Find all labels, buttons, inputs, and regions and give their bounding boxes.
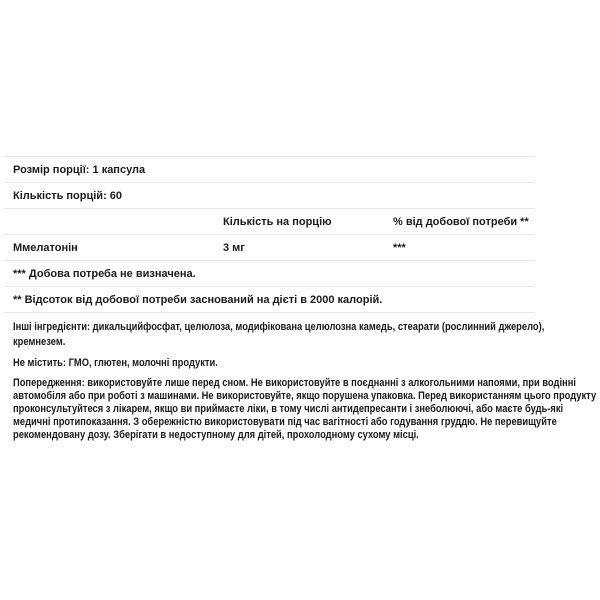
warnings-line-3: проконсультуйтеся з лікарем, якщо ви приймаєте ліки, в тому числі антидепресанти і знеболюючі, або маєте будь-які [13, 403, 564, 415]
does-not-contain-text: Не містить: ГМО, глютен, молочні продукти. [13, 357, 218, 369]
nutrient-row-melatonin [4, 235, 535, 261]
description-paragraphs [13, 320, 600, 442]
other-ingredients-line-2: кремнезем. [13, 336, 66, 348]
warnings-line-5: рекомендовану дозу. Зберігати в недоступному для дітей, прохолодному сухому місці. [13, 429, 419, 441]
nutrient-daily-value: *** [393, 241, 406, 254]
nutrient-amount: 3 мг [223, 241, 245, 254]
does-not-contain-paragraph [13, 356, 600, 371]
header-daily-value: % від добової потреби ** [393, 215, 529, 228]
warnings-line-1: Попередження: використовуйте лише перед сном. Не використовуйте в поєднанні з алкогольними напоями, при водінні [13, 377, 576, 389]
warnings-line-4: медичні протипоказання. З обережністю використовувати під час вагітності або годування груддю. Не перевищуйте [13, 416, 557, 428]
serving-size-text: Розмір порції: 1 капсула [13, 163, 146, 176]
footnote-row-daily-value-not-established [4, 261, 535, 287]
servings-count-text: Кількість порцій: 60 [13, 189, 123, 202]
warnings-paragraph [13, 377, 600, 442]
warnings-line-2: автомобіля або при роботі з машинами. Не використовуйте, якщо порушена упаковка. Перед використанням цього продукту [13, 390, 597, 402]
supplement-facts-panel [0, 156, 600, 442]
other-ingredients-paragraph [13, 320, 600, 350]
footnote-daily-value-not-established: *** Добова потреба не визначена. [13, 267, 196, 280]
nutrient-name: Ммелатонін [13, 241, 78, 254]
footnote-percent-daily-value: ** Відсоток від добової потреби заснований на дієті в 2000 калорій. [13, 293, 383, 306]
header-amount-per-serving: Кількість на порцію [223, 215, 332, 228]
footnote-row-percent-daily-value [4, 287, 535, 313]
table-header-row [4, 209, 535, 235]
servings-count-row [4, 183, 535, 209]
other-ingredients-line-1: Інші інгредієнти: дикальцийфосфат, целюлоза, модифікована целюлозна камедь, стеарати (рослинний джерело), [13, 321, 545, 333]
supplement-facts-table [4, 156, 535, 313]
serving-size-row [4, 157, 535, 183]
